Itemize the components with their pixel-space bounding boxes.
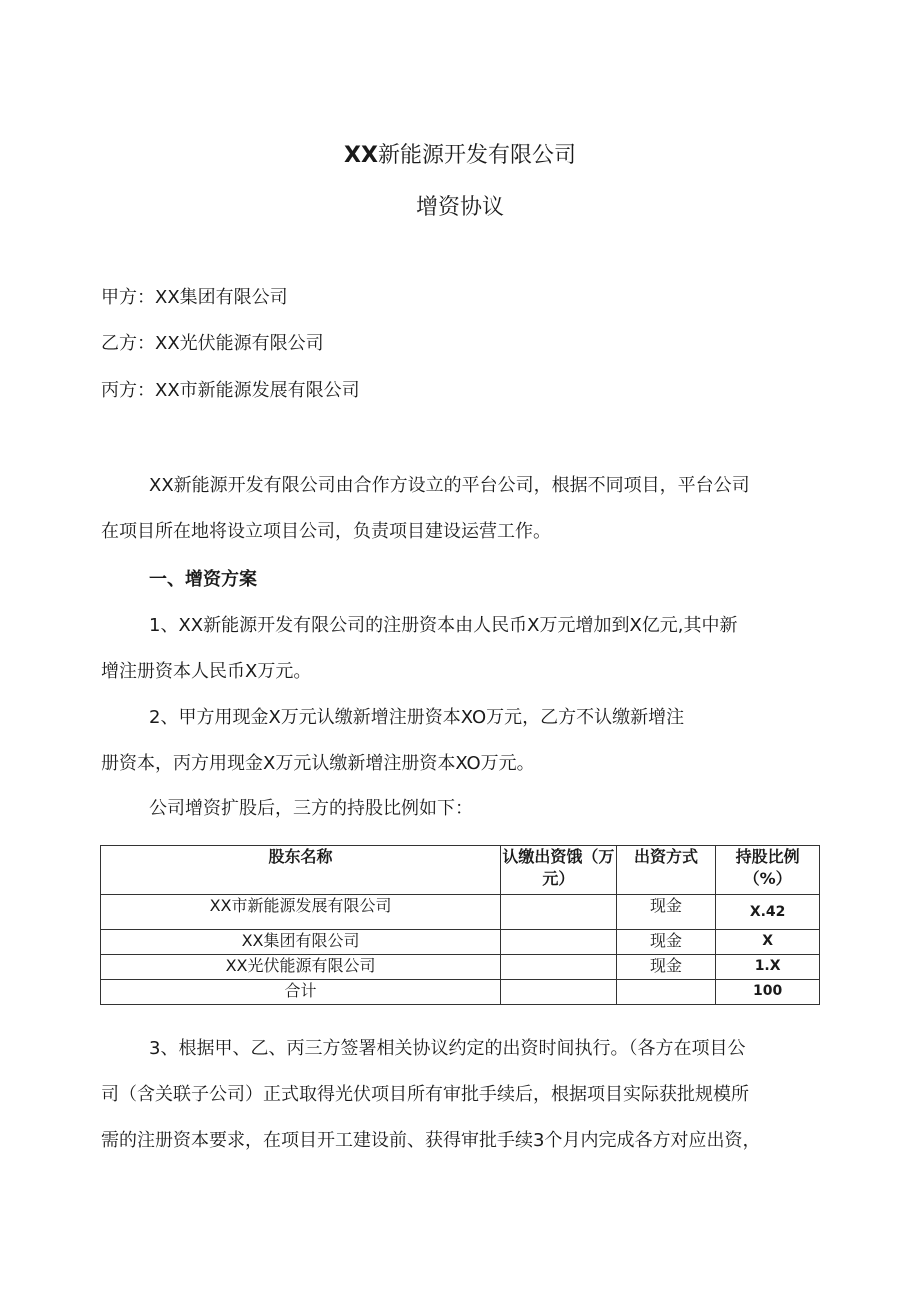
contribution-method: 现金 [616,930,716,955]
shareholder-name: XX市新能源发展有限公司 [101,895,501,930]
header-share-ratio: 持股比例（%） [716,846,820,895]
total-amount [501,980,617,1005]
total-method [616,980,716,1005]
table-row [101,955,820,980]
share-ratio: 1.X [716,955,820,980]
company-prefix: XX [344,143,378,168]
intro-line-1: XX新能源开发有限公司由合作方设立的平台公司，根据不同项目，平台公司 [149,475,750,496]
table-intro: 公司增资扩股后，三方的持股比例如下： [149,798,473,819]
intro-paragraph [101,463,821,555]
total-label: 合计 [101,980,501,1005]
subscribed-amount [501,955,617,980]
intro-line-2: 在项目所在地将设立项目公司，负责项目建设运营工作。 [101,521,551,542]
table-row [101,895,820,930]
share-ratio: X.42 [716,895,820,930]
section-1-heading: 一、增资方案 [149,569,257,590]
section-1 [101,557,821,831]
shareholder-name: XX光伏能源有限公司 [101,955,501,980]
table-total-row [101,980,820,1005]
subscribed-amount [501,930,617,955]
share-ratio: X [716,930,820,955]
contribution-method: 现金 [616,955,716,980]
document-company-title [0,138,920,169]
document-title: 增资协议 [415,195,504,220]
header-contribution-method: 出资方式 [616,846,716,895]
total-ratio: 100 [716,980,820,1005]
item-2-line-2: 册资本，丙方用现金X万元认缴新增注册资本XO万元。 [101,753,535,774]
header-subscribed-amount: 认缴出资饿（万元） [501,846,617,895]
header-shareholder-name: 股东名称 [101,846,501,895]
item-1-line-2: 增注册资本人民币X万元。 [101,661,312,682]
shareholding-table [100,845,820,1005]
item-3-line-1: 3、根据甲、乙、丙三方签署相关协议约定的出资时间执行。（各方在项目公 [149,1038,746,1059]
table-header-row [101,846,820,895]
item-3-line-3: 需的注册资本要求，在项目开工建设前、获得审批手续3个月内完成各方对应出资， [101,1130,761,1151]
contribution-method: 现金 [616,895,716,930]
party-c: 丙方：XX市新能源发展有限公司 [101,380,360,401]
subscribed-amount [501,895,617,930]
item-2-line-1: 2、甲方用现金X万元认缴新增注册资本XO万元，乙方不认缴新增注 [149,707,685,728]
party-a: 甲方：XX集团有限公司 [101,287,288,308]
table-row [101,930,820,955]
shareholder-name: XX集团有限公司 [101,930,501,955]
party-b: 乙方：XX光伏能源有限公司 [101,333,324,354]
company-name: 新能源开发有限公司 [377,143,576,168]
item-3-paragraph [101,1026,821,1164]
item-1-line-1: 1、XX新能源开发有限公司的注册资本由人民币X万元增加到X亿元,其中新 [149,615,738,636]
item-3-line-2: 司（含关联子公司）正式取得光伏项目所有审批手续后，根据项目实际获批规模所 [101,1084,749,1105]
